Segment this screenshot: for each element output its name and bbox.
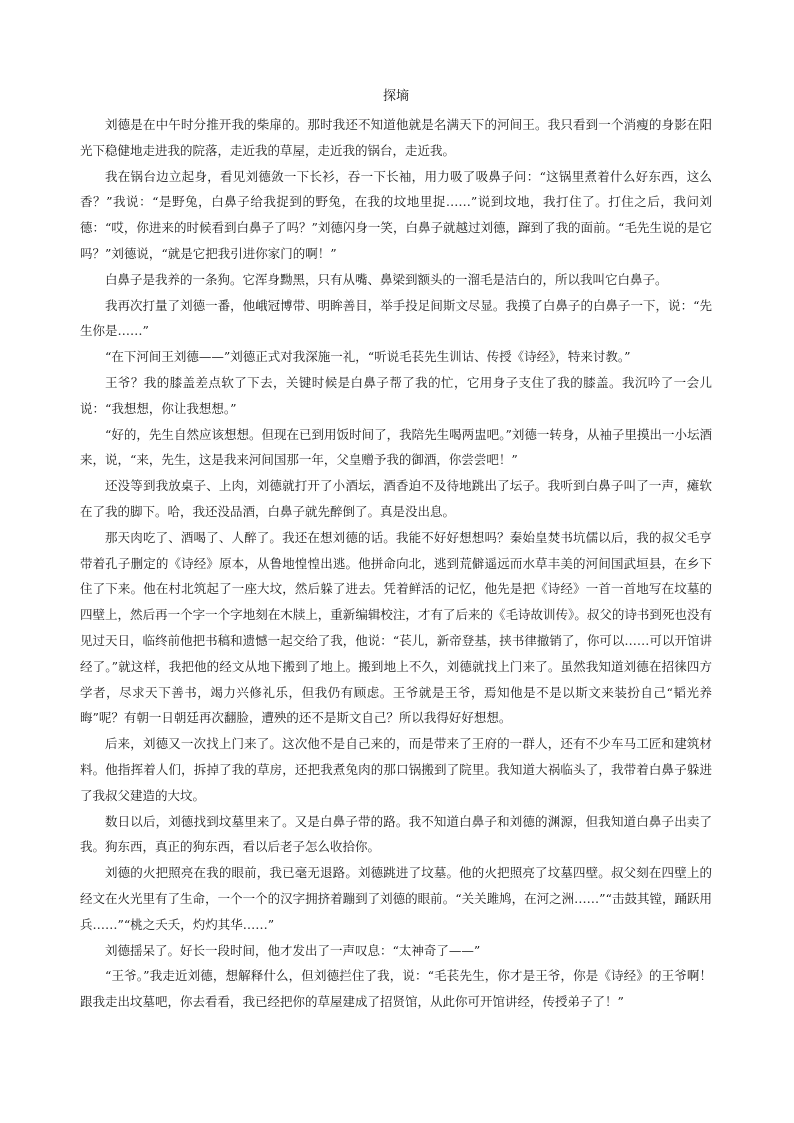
paragraph: 白鼻子是我养的一条狗。它浑身黝黑，只有从嘴、鼻梁到额头的一溜毛是洁白的，所以我叫它白鼻子。 bbox=[105, 271, 668, 287]
document-title: 探墒 bbox=[382, 89, 409, 104]
paragraph: 刘德是在中午时分推开我的柴扉的。那时我还不知道他就是名满天下的河间王。我只看到一个消瘦的身影在阳光下稳健地走进我的院落，走近我的草屋，走近我的锅台，走近我。 bbox=[80, 117, 712, 158]
paragraph: 王爷？我的膝盖差点软了下去，关键时候是白鼻子帮了我的忙，它用身子支住了我的膝盖。我沉吟了一会儿说：“我想想，你让我想想。” bbox=[80, 374, 712, 416]
paragraph: 刘德的火把照亮在我的眼前，我已毫无退路。刘德跳进了坟墓。他的火把照亮了坟墓四壁。叔父刻在四壁上的经文在火光里有了生命，一个一个的汉字拥挤着蹦到了刘德的眼前。“关关雎鸠，在河之洲……”“击鼓其镗，踊跃用兵……”“桃之夭夭，灼灼其华……” bbox=[80, 865, 712, 932]
paragraph: “好的，先生自然应该想想。但现在已到用饭时间了，我陪先生喝两盅吧。”刘德一转身，从袖子里摸出一小坛酒来，说，“来，先生，这是我来河间国那一年，父皇赠予我的御酒，你尝尝吧！” bbox=[80, 426, 712, 468]
document-page bbox=[80, 86, 712, 1015]
paragraph: 那天肉吃了、酒喝了、人醉了。我还在想刘德的话。我能不好好想想吗？秦始皇焚书坑儒以后，我的叔父毛亨带着孔子删定的《诗经》原本，从鲁地惶惶出逃。他拼命向北，逃到荒僻遥远而水草丰美的河间国武垣县，在乡下住了下来。他在村北筑起了一座大坟，然后躲了进去。凭着鲜活的记忆，他先是把《诗经》一首一首地写在坟墓的四壁上，然后再一个字一个字地刻在木牍上，重新编辑校注，才有了后来的《毛诗故训传》。叔父的诗书到死也没有见过天日，临终前他把书稿和遗憾一起交给了我，他说：“苌儿，新帝登基，挟书律撤销了，你可以……可以开馆讲经了。”就这样，我把他的经文从地下搬到了地上。搬到地上不久，刘德就找上门来了。虽然我知道刘德在招徕四方学者，尽求天下善书，竭力兴修礼乐，但我仍有顾虑。王爷就是王爷，焉知他是不是以斯文来装扮自己“韬光养晦”呢？有朝一日朝廷再次翻脸，遭殃的还不是斯文自己？所以我得好好想想。 bbox=[80, 529, 712, 726]
paragraph: 还没等到我放桌子、上肉，刘德就打开了小酒坛，酒香迫不及待地跳出了坛子。我听到白鼻子叫了一声，瘫软在了我的脚下。哈，我还没品酒，白鼻子就先醉倒了。真是没出息。 bbox=[80, 478, 712, 519]
paragraph: 我在锅台边立起身，看见刘德敛一下长衫，吞一下长袖，用力吸了吸鼻子问：“这锅里煮着什么好东西，这么香？”我说：“是野兔，白鼻子给我捉到的野兔，在我的坟地里捉……”说到坟地，我打住了。打住之后，我问刘德：“哎，你进来的时候看到白鼻子了吗？”刘德闪身一笑，白鼻子就越过刘德，蹿到了我的面前。“毛先生说的是它吗？”刘德说，“就是它把我引进你家门的啊！” bbox=[80, 168, 712, 261]
paragraph: “在下河间王刘德——”刘德正式对我深施一礼，“听说毛苌先生训诂、传授《诗经》，特来讨教。” bbox=[105, 349, 631, 365]
paragraph: 刘德揺呆了。好长一段时间，他才发出了一声叹息：“太神奇了——” bbox=[105, 942, 481, 958]
paragraph: 后来，刘德又一次找上门来了。这次他不是自己来的，而是带来了王府的一群人，还有不少车马工匠和建筑材料。他指挥着人们，拆掉了我的草房，还把我煮兔肉的那口锅搬到了院里。我知道大祸临头了，我带着白鼻子躲进了我叔父建造的大坟。 bbox=[80, 736, 712, 803]
paragraph: “王爷。”我走近刘德，想解释什么，但刘德拦住了我，说：“毛苌先生，你才是王爷，你是《诗经》的王爷啊！跟我走出坟墓吧，你去看看，我已经把你的草屋建成了招贤馆，从此你可开馆讲经，传授弟子了！” bbox=[80, 968, 712, 1010]
paragraph: 我再次打量了刘德一番，他峨冠博带、明眸善目，举手投足间斯文尽显。我摸了白鼻子的白鼻子一下，说：“先生你是……” bbox=[80, 297, 712, 339]
paragraph: 数日以后，刘德找到坟墓里来了。又是白鼻子带的路。我不知道白鼻子和刘德的渊源，但我知道白鼻子出卖了我。狗东西，真正的狗东西，看以后老子怎么收拾你。 bbox=[80, 813, 712, 855]
